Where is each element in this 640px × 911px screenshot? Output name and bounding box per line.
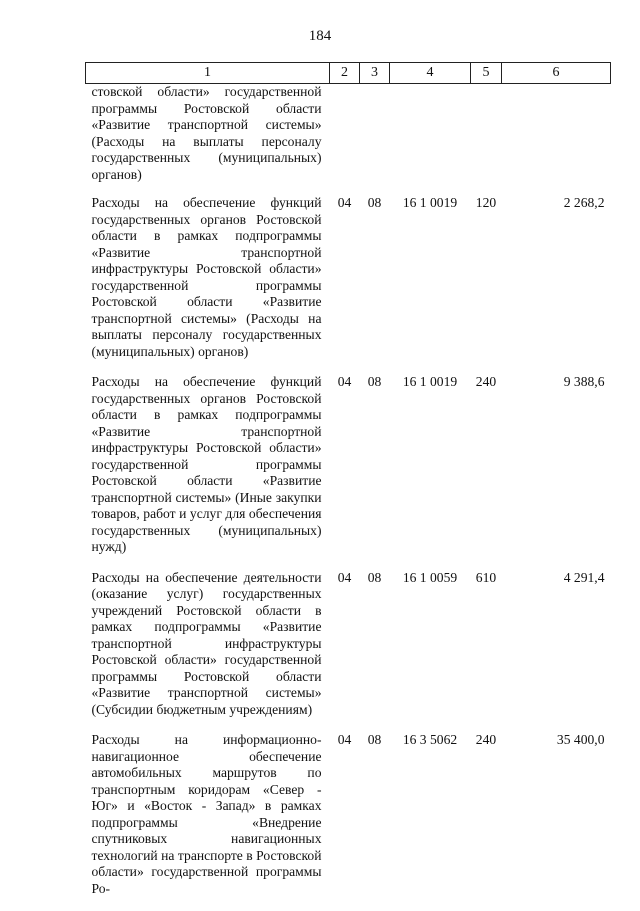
row-description: стовской области» государственной программы Ростовской области «Развитие транспортной системы» (Расходы на выплаты персоналу государственных (муниципальных) органов) [91,84,322,182]
row-target-article: 16 1 0059 [402,569,458,585]
row-amount: 2 268,2 [563,195,605,210]
column-header-section: 2 [330,63,360,84]
row-subsection [360,84,390,196]
table-row [86,732,611,911]
table-header-row [86,63,611,84]
page-number: 184 [308,28,332,44]
row-target-article: 16 3 5062 [402,732,458,747]
row-description: Расходы на информационно-навигационное обеспечение автомобильных маршрутов по транспортным коридорам «Север - Юг» и «Восток - Запад» в рамках подпрограммы «Внедрение спутниковых навигационных технологий на транспорте в Ростовской области» государственной программы Ро- [91,732,322,896]
budget-table [85,62,611,911]
row-description: Расходы на обеспечение функций государственных органов Ростовской области в рамках подпрограммы «Развитие транспортной инфраструктуры Ростовской области» государственной программы Ростовской области «Развитие транспортной системы» (Иные закупки товаров, работ и услуг для обеспечения государственных (муниципальных) нужд) [91,374,322,554]
row-section: 04 [337,732,352,747]
row-expense-type: 240 [475,374,497,389]
column-header-amount: 6 [502,63,611,84]
row-target-article [390,84,471,196]
row-expense-type: 610 [475,569,497,585]
row-section: 04 [337,374,352,389]
row-section [330,84,360,196]
row-target-article: 16 1 0019 [402,195,458,210]
column-header-subsection: 3 [360,63,390,84]
table-row [86,84,611,196]
column-header-target-article: 4 [390,63,471,84]
row-section: 04 [337,195,352,210]
table-row [86,195,611,374]
table-row [86,374,611,570]
row-expense-type: 240 [475,732,497,747]
row-amount [502,84,611,196]
row-expense-type: 120 [475,195,497,210]
row-subsection: 08 [367,195,382,210]
row-description: Расходы на обеспечение функций государственных органов Ростовской области в рамках подпрограммы «Развитие транспортной инфраструктуры Ростовской области» государственной программы Ростовской области «Развитие транспортной системы» (Расходы на выплаты персоналу государственных (муниципальных) органов) [91,195,322,359]
row-subsection: 08 [367,569,382,585]
column-header-description: 1 [86,63,330,84]
row-amount: 9 388,6 [563,374,605,389]
row-subsection: 08 [367,732,382,747]
table-row [86,570,611,733]
row-subsection: 08 [367,374,382,389]
row-section: 04 [337,569,352,585]
row-amount: 35 400,0 [556,732,605,747]
row-description: Расходы на обеспечение деятельности (оказание услуг) государственных учреждений Ростовской области в рамках подпрограммы «Развитие транспортной инфраструктуры Ростовской области» государственной программы Ростовской области «Развитие транспортной системы» (Субсидии бюджетным учреждениям) [91,569,322,717]
row-target-article: 16 1 0019 [402,374,458,389]
column-header-expense-type: 5 [471,63,502,84]
row-expense-type [471,84,502,196]
row-amount: 4 291,4 [563,569,605,585]
